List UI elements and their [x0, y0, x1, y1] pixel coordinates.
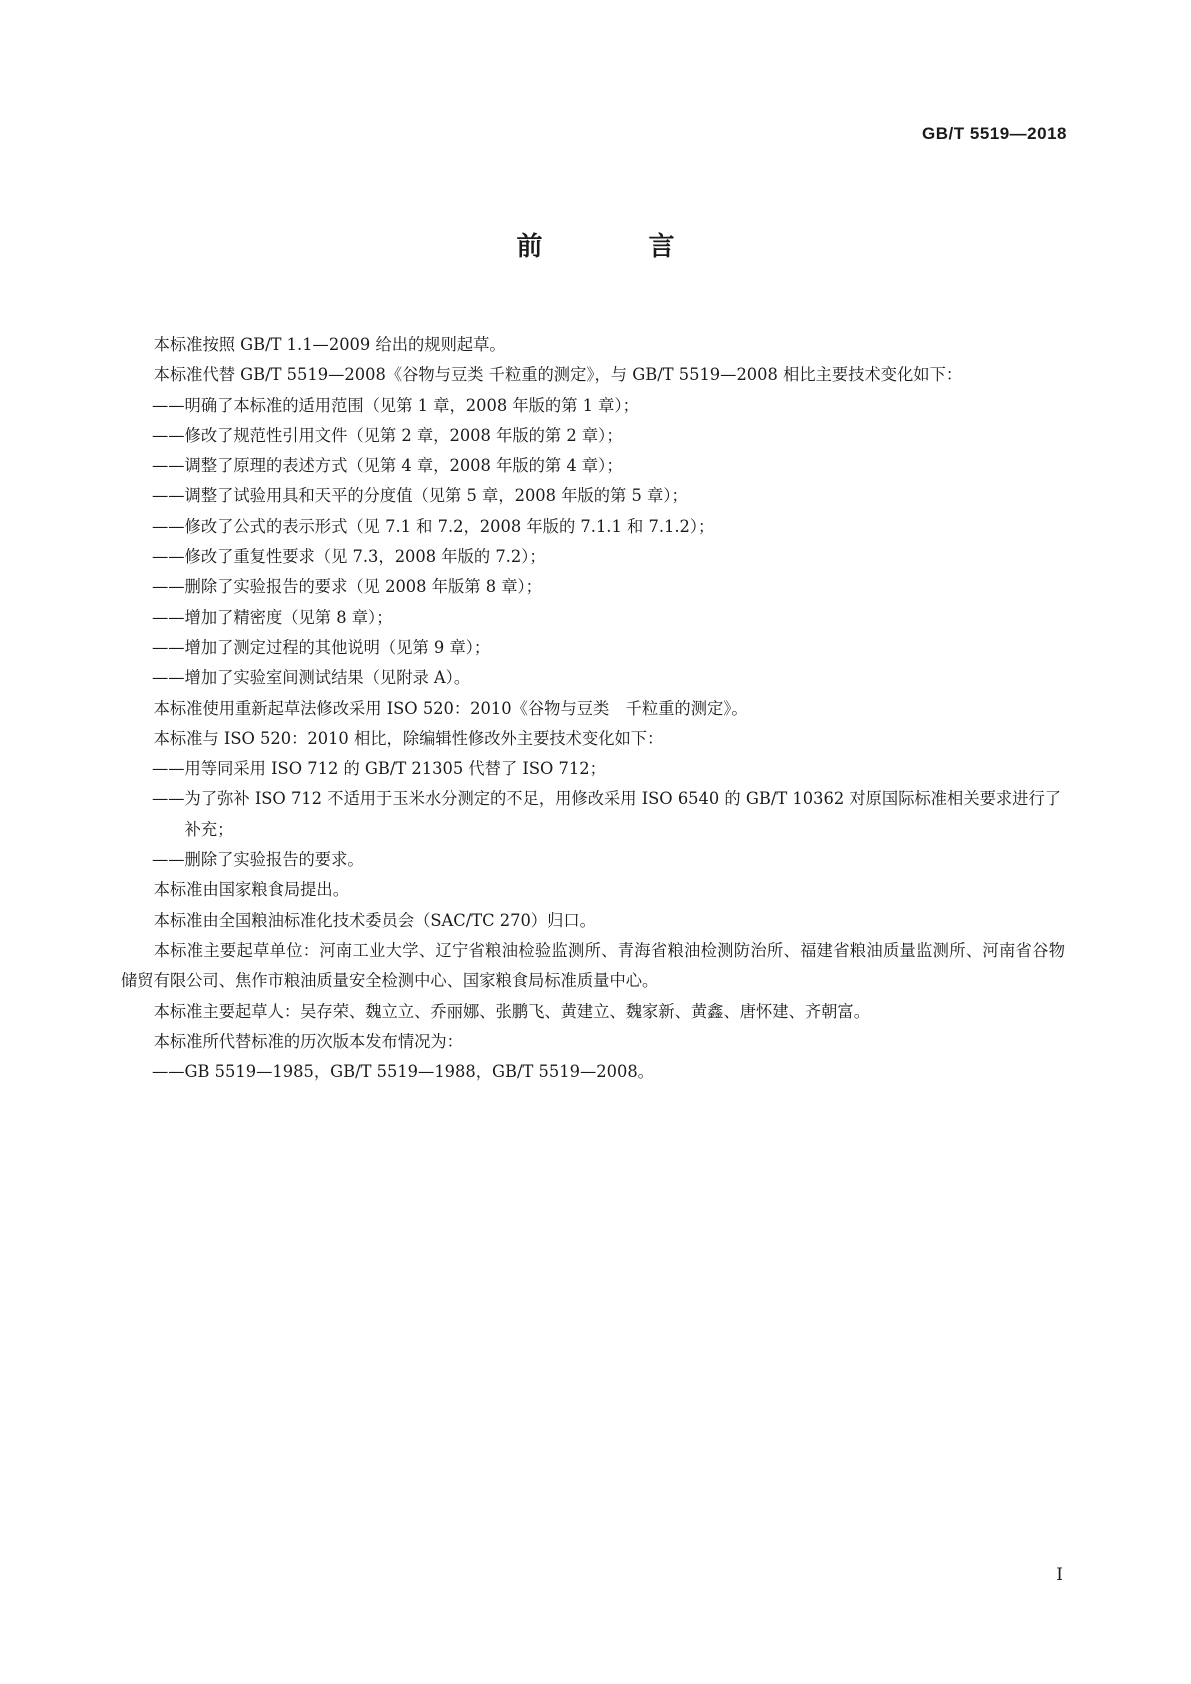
paragraph-history: 本标准所代替标准的历次版本发布情况为： [153, 1031, 463, 1051]
difference-item: ——删除了实验报告的要求。 [151, 850, 364, 870]
change-item: ——修改了公式的表示形式（见 7.1 和 7.2，2008 年版的 7.1.1 和 7.1.2）； [151, 516, 715, 536]
change-item: ——修改了重复性要求（见 7.3，2008 年版的 7.2）； [151, 547, 546, 567]
standard-code: GB/T 5519—2018 [922, 124, 1067, 143]
change-item: ——明确了本标准的适用范围（见第 1 章，2008 年版的第 1 章）； [151, 395, 639, 415]
paragraph-drafting-rules: 本标准按照 GB/T 1.1—2009 给出的规则起草。 [153, 335, 506, 354]
page-number: I [1056, 1565, 1063, 1585]
paragraph-iso-differences: 本标准与 ISO 520：2010 相比，除编辑性修改外主要技术变化如下： [153, 728, 664, 748]
paragraph-proposer: 本标准由国家粮食局提出。 [153, 880, 349, 900]
history-item: ——GB 5519—1985，GB/T 5519—1988，GB/T 5519—2008。 [151, 1062, 654, 1082]
paragraph-drafters: 本标准主要起草人：吴存荣、魏立立、乔丽娜、张鹏飞、黄建立、魏家新、黄鑫、唐怀建、齐朝富。 [153, 1001, 870, 1021]
paragraph-replacement: 本标准代替 GB/T 5519—2008《谷物与豆类 千粒重的测定》，与 GB/T 5519—2008 相比主要技术变化如下： [153, 365, 963, 385]
change-item: ——删除了实验报告的要求（见 2008 年版第 8 章）； [151, 577, 542, 597]
paragraph-drafting-units: 本标准主要起草单位：河南工业大学、辽宁省粮油检验监测所、青海省粮油检测防治所、福建省粮油质量监测所、河南省谷物储贸有限公司、焦作市粮油质量安全检测中心、国家粮食局标准质量中心。 [121, 940, 1065, 991]
paragraph-committee: 本标准由全国粮油标准化技术委员会（SAC/TC 270）归口。 [153, 910, 596, 930]
change-item: ——增加了精密度（见第 8 章）； [151, 607, 393, 627]
change-item: ——调整了试验用具和天平的分度值（见第 5 章，2008 年版的第 5 章）； [151, 486, 688, 506]
change-item: ——增加了测定过程的其他说明（见第 9 章）； [151, 637, 491, 657]
change-item: ——增加了实验室间测试结果（见附录 A）。 [151, 668, 471, 688]
difference-item: ——用等同采用 ISO 712 的 GB/T 21305 代替了 ISO 712； [151, 759, 606, 779]
change-item: ——修改了规范性引用文件（见第 2 章，2008 年版的第 2 章）； [151, 425, 623, 445]
difference-item: ——为了弥补 ISO 712 不适用于玉米水分测定的不足，用修改采用 ISO 6540 的 GB/T 10362 对原国际标准相关要求进行了补充； [151, 789, 1062, 839]
foreword-body [121, 330, 1065, 1087]
change-item: ——调整了原理的表述方式（见第 4 章，2008 年版的第 4 章）； [151, 456, 623, 476]
paragraph-iso-adoption: 本标准使用重新起草法修改采用 ISO 520：2010《谷物与豆类 千粒重的测定》。 [153, 698, 748, 718]
page-title: 前 言 [516, 232, 715, 262]
